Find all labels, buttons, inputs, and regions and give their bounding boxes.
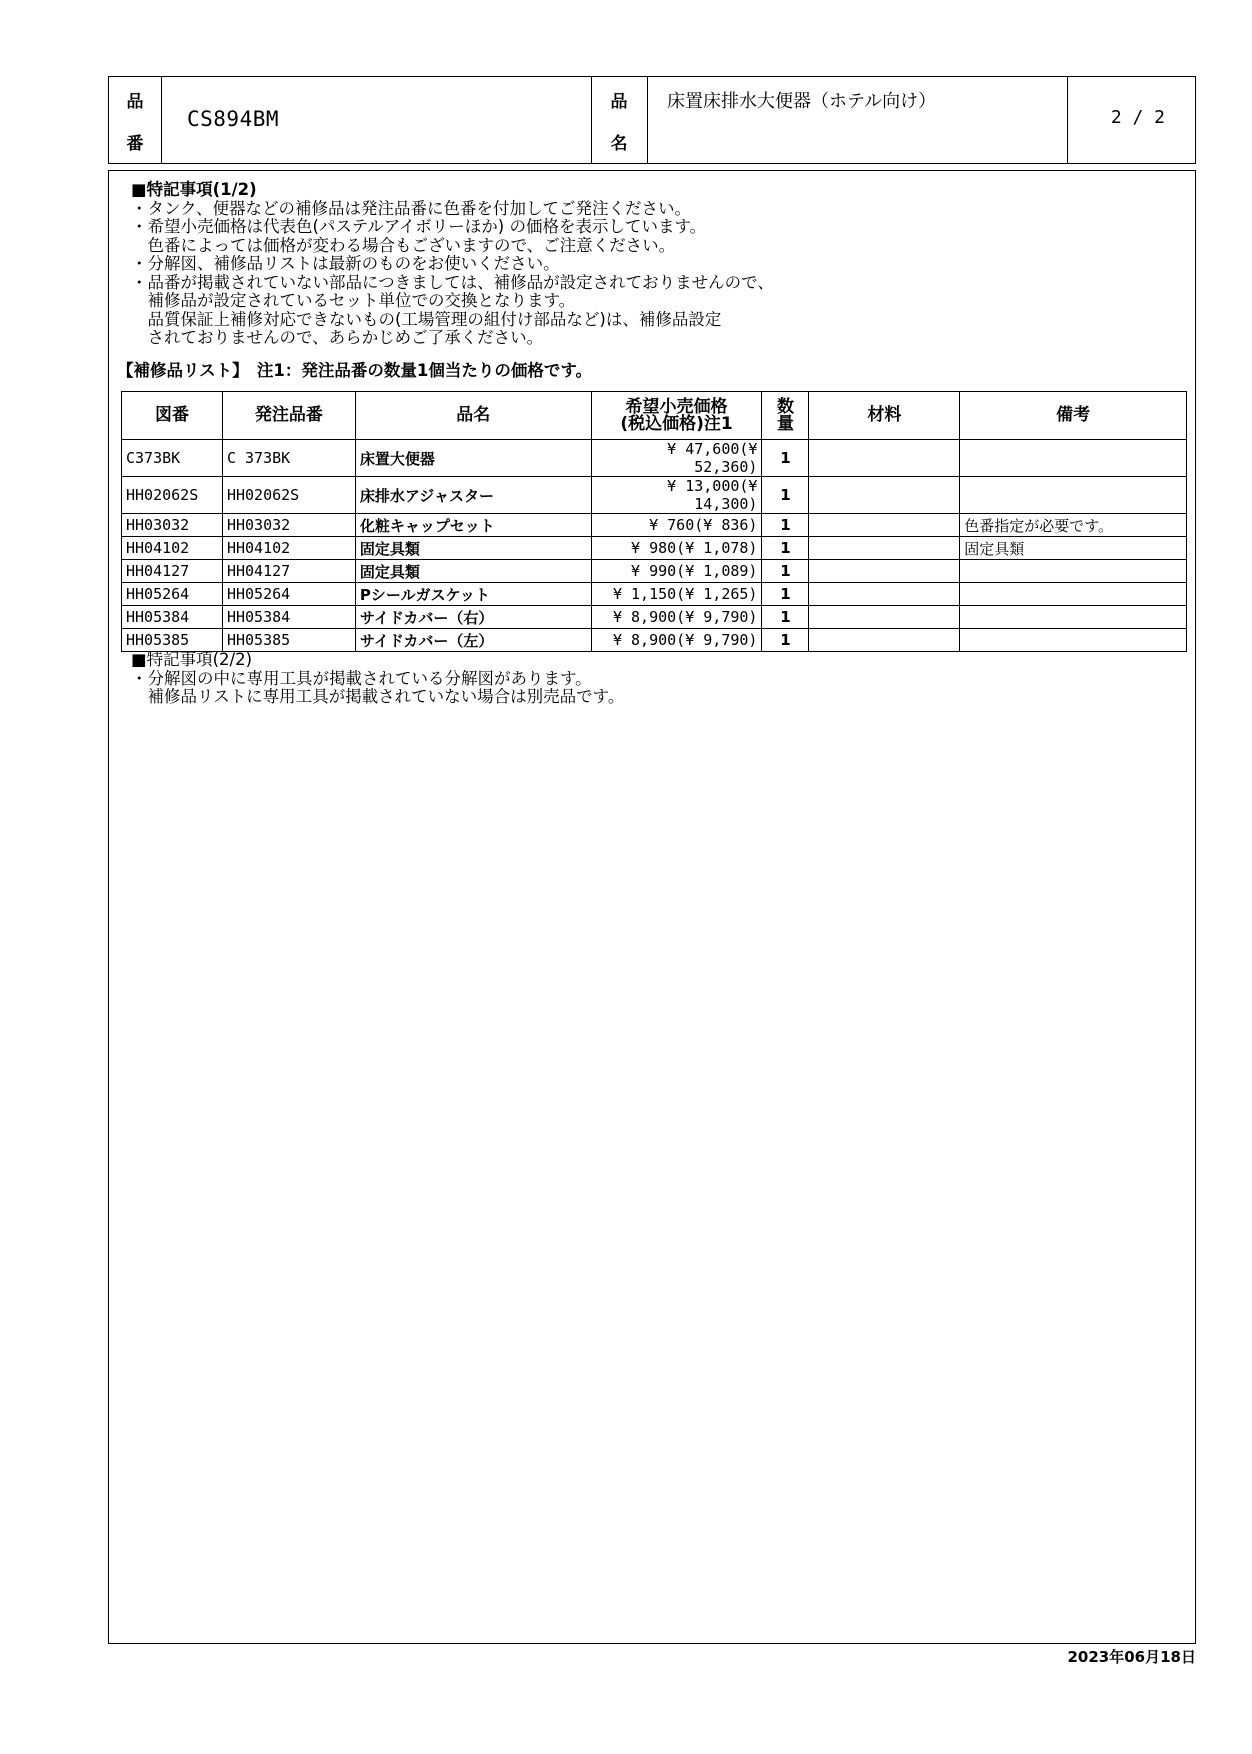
cell-zuban: HH02062S bbox=[122, 477, 223, 514]
product-name: 床置床排水大便器（ホテル向け） bbox=[667, 91, 937, 112]
cell-material bbox=[809, 514, 960, 537]
parts-table bbox=[121, 391, 1187, 652]
note-line: ・分解図、補修品リストは最新のものをお使いください。 bbox=[131, 254, 560, 273]
cell-order: C 373BK bbox=[222, 440, 355, 477]
cell-remarks bbox=[960, 560, 1187, 583]
page-number: 2 / 2 bbox=[1110, 107, 1165, 128]
hinmei-label-top: 品 bbox=[610, 92, 628, 112]
cell-zuban: HH03032 bbox=[122, 514, 223, 537]
main-box bbox=[108, 170, 1196, 1644]
cell-price: ¥ 8,900(¥ 9,790) bbox=[591, 606, 762, 629]
hinmei-label-cell bbox=[591, 77, 647, 163]
notes2-heading: ■特記事項(2/2) bbox=[131, 650, 253, 669]
notes-section-1 bbox=[131, 181, 774, 348]
cell-price: ¥ 980(¥ 1,078) bbox=[591, 537, 762, 560]
cell-qty: 1 bbox=[762, 629, 809, 652]
table-row bbox=[122, 606, 1187, 629]
product-code: CS894BM bbox=[187, 107, 280, 131]
note-line: ・品番が掲載されていない部品につきましては、補修品が設定されておりませんので、 bbox=[131, 272, 774, 292]
note-line: ・タンク、便器などの補修品は発注品番に色番を付加してご発注ください。 bbox=[131, 198, 692, 218]
cell-order: HH04102 bbox=[222, 537, 355, 560]
table-row bbox=[122, 477, 1187, 514]
cell-remarks: 色番指定が必要です。 bbox=[960, 514, 1187, 537]
note-line: 品質保証上補修対応できないもの(工場管理の組付け部品など)は、補修品設定 bbox=[131, 309, 722, 329]
cell-zuban: HH05384 bbox=[122, 606, 223, 629]
cell-order: HH05385 bbox=[222, 629, 355, 652]
cell-name: 固定具類 bbox=[355, 560, 591, 583]
cell-order: HH05264 bbox=[222, 583, 355, 606]
cell-zuban: HH04127 bbox=[122, 560, 223, 583]
hinban-label-top: 品 bbox=[126, 92, 144, 112]
cell-remarks bbox=[960, 629, 1187, 652]
table-row bbox=[122, 514, 1187, 537]
parts-list-title: 【補修品リスト】 注1：発注品番の数量1個当たりの価格です。 bbox=[117, 361, 593, 380]
cell-price: ¥ 47,600(¥ 52,360) bbox=[591, 440, 762, 477]
cell-remarks bbox=[960, 477, 1187, 514]
price-header-line1: 希望小売価格 bbox=[625, 396, 728, 417]
product-code-cell bbox=[161, 77, 591, 163]
qty-header-line2: 量 bbox=[776, 413, 794, 434]
cell-remarks bbox=[960, 606, 1187, 629]
qty-header-line1: 数 bbox=[776, 396, 794, 417]
cell-order: HH04127 bbox=[222, 560, 355, 583]
cell-zuban: HH04102 bbox=[122, 537, 223, 560]
cell-name: 固定具類 bbox=[355, 537, 591, 560]
note-line: ・希望小売価格は代表色(パステルアイボリーほか) の価格を表示しています。 bbox=[131, 217, 707, 236]
cell-price: ¥ 760(¥ 836) bbox=[591, 514, 762, 537]
cell-name: サイドカバー（左） bbox=[355, 629, 591, 652]
document-date: 2023年06月18日 bbox=[1067, 1648, 1196, 1666]
cell-qty: 1 bbox=[762, 440, 809, 477]
cell-name: サイドカバー（右） bbox=[355, 606, 591, 629]
cell-material bbox=[809, 606, 960, 629]
cell-material bbox=[809, 440, 960, 477]
header-box bbox=[108, 76, 1196, 164]
hinban-label-cell bbox=[109, 77, 161, 163]
cell-name: 床排水アジャスター bbox=[355, 477, 591, 514]
cell-remarks bbox=[960, 440, 1187, 477]
col-header-order-no: 発注品番 bbox=[222, 392, 355, 440]
cell-price: ¥ 990(¥ 1,089) bbox=[591, 560, 762, 583]
col-header-price bbox=[591, 392, 762, 440]
cell-name: 床置大便器 bbox=[355, 440, 591, 477]
table-row bbox=[122, 537, 1187, 560]
price-header-line2: (税込価格)注1 bbox=[620, 413, 733, 434]
cell-order: HH03032 bbox=[222, 514, 355, 537]
hinmei-label-bottom: 名 bbox=[610, 134, 628, 154]
cell-price: ¥ 13,000(¥ 14,300) bbox=[591, 477, 762, 514]
table-row bbox=[122, 629, 1187, 652]
cell-qty: 1 bbox=[762, 606, 809, 629]
table-row bbox=[122, 583, 1187, 606]
notes-heading: ■特記事項(1/2) bbox=[131, 180, 257, 199]
cell-qty: 1 bbox=[762, 583, 809, 606]
col-header-zuban: 図番 bbox=[122, 392, 223, 440]
cell-name: 化粧キャップセット bbox=[355, 514, 591, 537]
note-line: ・分解図の中に専用工具が掲載されている分解図があります。 bbox=[131, 668, 592, 688]
cell-name: Pシールガスケット bbox=[355, 583, 591, 606]
note-line: 補修品が設定されているセット単位での交換となります。 bbox=[131, 291, 576, 310]
cell-qty: 1 bbox=[762, 537, 809, 560]
product-name-cell bbox=[647, 77, 1067, 163]
cell-order: HH02062S bbox=[222, 477, 355, 514]
table-header-row bbox=[122, 392, 1187, 440]
cell-material bbox=[809, 477, 960, 514]
cell-remarks bbox=[960, 583, 1187, 606]
cell-zuban: HH05264 bbox=[122, 583, 223, 606]
cell-price: ¥ 1,150(¥ 1,265) bbox=[591, 583, 762, 606]
cell-qty: 1 bbox=[762, 514, 809, 537]
cell-price: ¥ 8,900(¥ 9,790) bbox=[591, 629, 762, 652]
cell-material bbox=[809, 583, 960, 606]
col-header-qty bbox=[762, 392, 809, 440]
table-row bbox=[122, 560, 1187, 583]
cell-zuban: HH05385 bbox=[122, 629, 223, 652]
hinban-label-bottom: 番 bbox=[126, 134, 144, 154]
cell-qty: 1 bbox=[762, 477, 809, 514]
cell-order: HH05384 bbox=[222, 606, 355, 629]
cell-material bbox=[809, 537, 960, 560]
cell-material bbox=[809, 629, 960, 652]
col-header-material: 材料 bbox=[809, 392, 960, 440]
note-line: 補修品リストに専用工具が掲載されていない場合は別売品です。 bbox=[131, 687, 625, 706]
table-row bbox=[122, 440, 1187, 477]
col-header-name: 品名 bbox=[355, 392, 591, 440]
note-line: されておりませんので、あらかじめご了承ください。 bbox=[131, 328, 544, 347]
cell-material bbox=[809, 560, 960, 583]
cell-qty: 1 bbox=[762, 560, 809, 583]
cell-remarks: 固定具類 bbox=[960, 537, 1187, 560]
col-header-remarks: 備考 bbox=[960, 392, 1187, 440]
notes-section-2 bbox=[131, 651, 624, 707]
cell-zuban: C373BK bbox=[122, 440, 223, 477]
page-cell bbox=[1067, 77, 1195, 163]
note-line: 色番によっては価格が変わる場合もございますので、ご注意ください。 bbox=[131, 235, 676, 255]
